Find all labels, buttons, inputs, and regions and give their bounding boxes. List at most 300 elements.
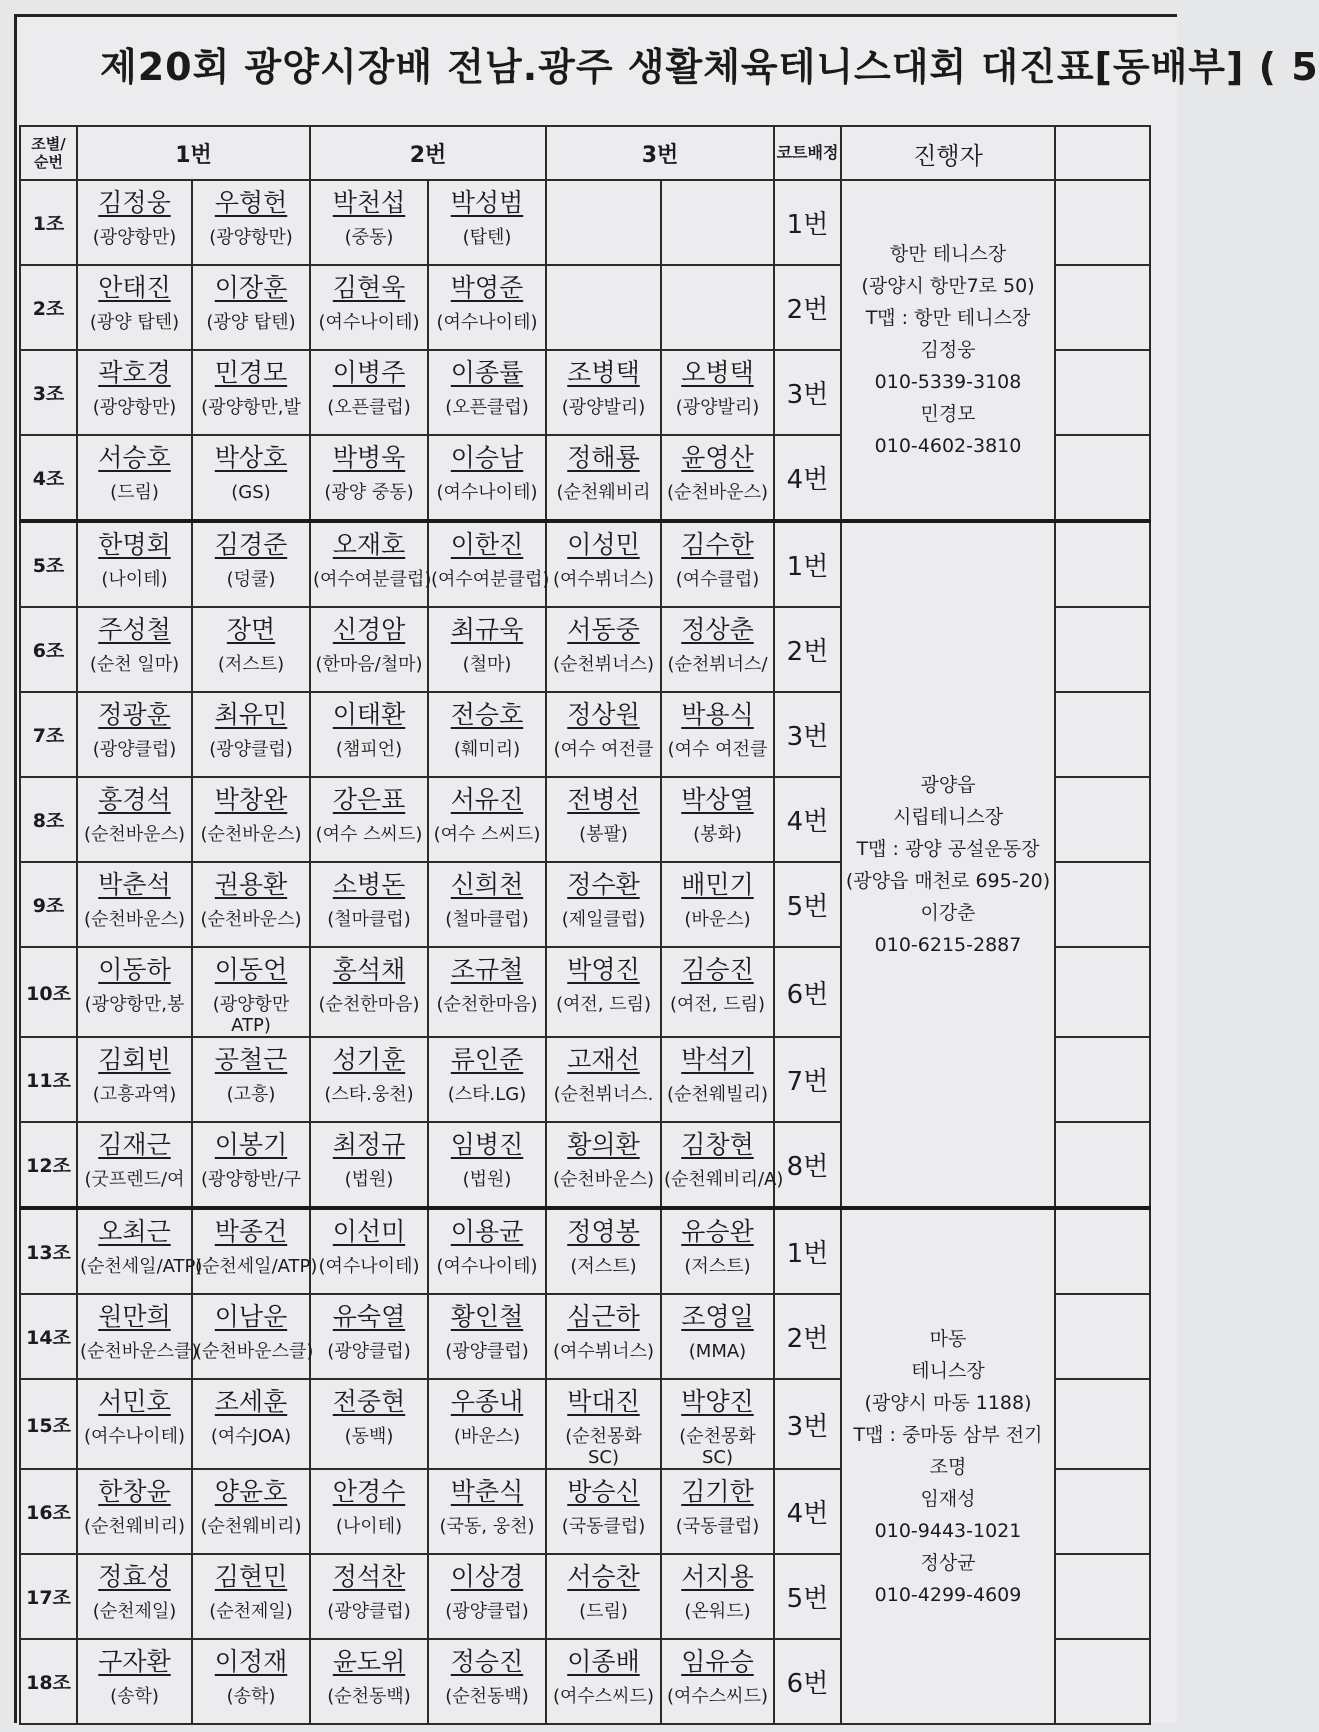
- player-club: (중동): [344, 227, 394, 248]
- player-name: 강은표: [332, 785, 406, 814]
- player-cell: [192, 1208, 318, 1294]
- player-name: 원만희: [98, 1302, 171, 1331]
- player-club: (순천한마음): [436, 994, 538, 1015]
- player-club: (여수스씨드): [667, 1686, 768, 1707]
- page-title: 제20회 광양시장배 전남.광주 생활체육테니스대회 대진표[동배부] ( 5: [100, 45, 1319, 89]
- player-cell: [192, 777, 310, 862]
- player-cell: [310, 607, 428, 692]
- player-club: (여수 스씨드): [433, 824, 541, 845]
- player-cell: [192, 1469, 310, 1554]
- player-club: (철마클럽): [445, 909, 529, 930]
- player-club: (광양항반/구: [200, 1169, 302, 1190]
- venue-line: (광양시 마동 1188): [864, 1391, 1032, 1414]
- player-cell: [192, 862, 310, 947]
- player-club: (순천웨빌리): [667, 1084, 768, 1105]
- player-name: 이종률: [450, 358, 524, 387]
- player-club: (고흥): [226, 1084, 276, 1105]
- player-club: (광양항만): [209, 227, 293, 248]
- player-club: (여수나이테): [436, 1256, 538, 1277]
- player-cell: [77, 1208, 203, 1294]
- right-edge-cell: [1055, 1554, 1150, 1639]
- player-name: 정수환: [567, 870, 640, 899]
- player-cell: [77, 1379, 192, 1469]
- venue-line: 민경모: [920, 403, 976, 425]
- bracket-body: [20, 180, 1150, 1724]
- player-cell: [192, 350, 310, 435]
- player-club: (오픈클럽): [327, 397, 411, 418]
- player-name: 김수한: [681, 530, 754, 559]
- player-club: (저스트): [217, 654, 285, 675]
- player-name: 성기훈: [332, 1045, 406, 1074]
- player-cell: [428, 1208, 546, 1294]
- player-cell: [661, 1379, 774, 1469]
- player-name: 박대진: [567, 1387, 640, 1416]
- venue-line: 마동: [929, 1327, 967, 1350]
- group-label: 7조: [20, 692, 77, 777]
- court-assignment: 2번: [774, 265, 841, 350]
- header-court: 코트배정: [774, 126, 841, 180]
- player-cell: [77, 1469, 192, 1554]
- player-club: (순천뷔너스.: [553, 1084, 654, 1105]
- player-cell: [661, 777, 774, 862]
- player-club: (MMA): [688, 1341, 747, 1362]
- player-name: 서유진: [450, 785, 524, 814]
- player-cell: [310, 265, 428, 350]
- group-label: 16조: [20, 1469, 77, 1554]
- header-row: [20, 126, 1150, 180]
- player-name: 이용균: [450, 1217, 524, 1246]
- player-cell: [661, 607, 774, 692]
- player-club: (드림): [579, 1601, 628, 1622]
- player-club: (광양항만 ATP): [212, 994, 290, 1036]
- group-row: [20, 521, 1150, 607]
- player-cell: [661, 947, 774, 1037]
- player-name: 소병돈: [332, 870, 406, 899]
- player-name: 조세훈: [214, 1387, 288, 1416]
- bracket-table: [19, 125, 1151, 1725]
- player-cell: [310, 1554, 428, 1639]
- player-cell: [546, 1294, 661, 1379]
- player-cell: [428, 607, 546, 692]
- player-club: (국동, 웅천): [439, 1516, 535, 1537]
- player-name: 박상호: [214, 443, 288, 472]
- player-name: 정석찬: [332, 1562, 406, 1591]
- player-name: 전승호: [450, 700, 524, 729]
- court-assignment: 6번: [774, 1639, 841, 1724]
- player-club: (여수 여전클: [553, 739, 654, 760]
- player-name: 정영봉: [567, 1217, 640, 1246]
- player-name: 류인준: [450, 1045, 524, 1074]
- player-club: (스타.LG): [447, 1084, 527, 1105]
- player-club: (드림): [110, 482, 159, 503]
- player-club: (순천동백): [327, 1686, 411, 1707]
- player-club: (순천뷔너스): [553, 654, 654, 675]
- player-cell: [546, 435, 661, 521]
- player-cell: [310, 1294, 428, 1379]
- player-name: 안태진: [98, 273, 171, 302]
- player-club: (광양항만): [92, 397, 177, 418]
- player-name: 유승완: [681, 1217, 754, 1246]
- player-club: (챔피언): [335, 739, 403, 760]
- player-club: (순천바운스): [84, 909, 185, 930]
- player-name: 정상원: [567, 700, 640, 729]
- player-name: 이동언: [214, 955, 288, 984]
- player-cell: [428, 180, 546, 265]
- player-club: (순천바운스): [553, 1169, 654, 1190]
- venue-line: (광양읍 매천로 695-20): [845, 869, 1051, 892]
- player-name: 서지용: [681, 1562, 754, 1591]
- player-cell: [428, 1469, 546, 1554]
- player-club: (봉팔): [579, 824, 628, 845]
- court-assignment: 1번: [774, 1208, 841, 1294]
- player-club: (순천바운스): [200, 824, 302, 845]
- player-club: (여수 여전클: [667, 739, 768, 760]
- player-cell: [661, 1554, 774, 1639]
- player-name: 정상춘: [681, 615, 754, 644]
- venue-line: 010-4602-3810: [874, 435, 1022, 457]
- player-club: (국동클럽): [561, 1516, 646, 1537]
- court-assignment: 5번: [774, 1554, 841, 1639]
- right-edge-cell: [1055, 180, 1150, 265]
- player-cell: [428, 1639, 546, 1724]
- court-assignment: 7번: [774, 1037, 841, 1122]
- player-club: (법원): [462, 1169, 512, 1190]
- player-name: 오병택: [681, 358, 754, 387]
- player-cell: [192, 1294, 314, 1379]
- player-name: 홍경석: [98, 785, 171, 814]
- player-club: (광양 탑텐): [206, 312, 296, 333]
- player-cell: [77, 435, 192, 521]
- venue-line: T맵 : 항만 테니스장: [865, 307, 1031, 329]
- player-name: 박성범: [450, 188, 524, 217]
- player-name: 정승진: [450, 1647, 524, 1676]
- player-club: (광양클럽): [445, 1601, 529, 1622]
- player-cell: [77, 350, 192, 435]
- player-cell: [77, 265, 192, 350]
- player-club: (나이테): [101, 569, 168, 590]
- player-cell: [546, 1469, 661, 1554]
- player-name: 고재선: [567, 1045, 640, 1074]
- player-name: 최정규: [332, 1130, 406, 1159]
- player-club: (순천웨비리/A): [664, 1169, 784, 1190]
- venue-line: 항만 테니스장: [889, 243, 1007, 265]
- player-club: (광양클럽): [92, 739, 177, 760]
- player-name: 김재근: [98, 1130, 171, 1159]
- player-cell: [546, 1122, 661, 1208]
- player-name: 김정웅: [98, 188, 171, 217]
- player-cell: [546, 180, 661, 265]
- right-edge-cell: [1055, 1037, 1150, 1122]
- venue-info: [841, 1208, 1055, 1724]
- player-cell: [192, 947, 310, 1037]
- player-name: 박석기: [681, 1045, 754, 1074]
- player-cell: [428, 521, 550, 607]
- player-cell: [428, 777, 546, 862]
- player-name: 박창완: [214, 785, 288, 814]
- player-name: 구자환: [98, 1647, 171, 1676]
- player-name: 유숙열: [332, 1302, 406, 1331]
- player-club: (여수뷔너스): [553, 569, 654, 590]
- player-cell: [661, 1639, 774, 1724]
- court-assignment: 2번: [774, 1294, 841, 1379]
- player-cell: [192, 692, 310, 777]
- player-club: (동백): [344, 1426, 394, 1447]
- right-edge-cell: [1055, 1294, 1150, 1379]
- venue-line: T맵 : 광양 공설운동장: [856, 837, 1040, 860]
- group-row: [20, 180, 1150, 265]
- player-cell: [661, 1294, 774, 1379]
- player-club: (여수나이테): [436, 312, 538, 333]
- player-cell: [310, 777, 428, 862]
- group-label: 14조: [20, 1294, 77, 1379]
- player-name: 이성민: [567, 530, 640, 559]
- player-club: (여수나이테): [318, 1256, 420, 1277]
- player-name: 한명회: [98, 530, 171, 559]
- player-cell: [546, 1554, 661, 1639]
- group-label: 11조: [20, 1037, 77, 1122]
- player-cell: [192, 1122, 310, 1208]
- player-name: 방승신: [567, 1477, 640, 1506]
- player-cell: [661, 862, 774, 947]
- player-name: 권용환: [214, 870, 288, 899]
- player-club: (한마음/철마): [315, 654, 423, 675]
- group-label: 18조: [20, 1639, 77, 1724]
- player-club: (여수뷔너스): [553, 1341, 654, 1362]
- player-name: 김승진: [681, 955, 754, 984]
- player-name: 임유승: [681, 1647, 754, 1676]
- player-cell: [661, 1208, 774, 1294]
- player-name: 김현민: [214, 1562, 288, 1591]
- player-club: (굿프렌드/여: [84, 1169, 185, 1190]
- court-assignment: 6번: [774, 947, 841, 1037]
- player-cell: [546, 350, 661, 435]
- player-cell: [546, 692, 661, 777]
- group-label: 10조: [20, 947, 77, 1037]
- player-club: (여수JOA): [210, 1426, 292, 1447]
- player-club: (순천웨비리): [200, 1516, 302, 1537]
- player-cell: [310, 180, 428, 265]
- player-name: 황인철: [450, 1302, 524, 1331]
- player-club: (순천웨비리): [84, 1516, 185, 1537]
- venue-line: 임재성: [920, 1487, 976, 1510]
- player-cell: [546, 1208, 661, 1294]
- player-name: 우형헌: [214, 188, 288, 217]
- player-club: (순천뷔너스/: [667, 654, 768, 675]
- player-cell: [310, 1469, 428, 1554]
- venue-line: 조명: [929, 1455, 967, 1478]
- player-name: 이승남: [450, 443, 524, 472]
- player-name: 박상열: [681, 785, 754, 814]
- player-name: 이정재: [214, 1647, 288, 1676]
- player-club: (광양클럽): [445, 1341, 529, 1362]
- player-name: 서민호: [98, 1387, 171, 1416]
- player-name: 박천섭: [332, 188, 406, 217]
- player-name: 심근하: [567, 1302, 640, 1331]
- player-name: 서동중: [567, 615, 640, 644]
- player-name: 전중현: [332, 1387, 406, 1416]
- player-name: 이태환: [332, 700, 406, 729]
- venue-line: 김정웅: [920, 339, 976, 361]
- player-cell: [661, 180, 774, 265]
- player-club: (GS): [231, 482, 271, 503]
- right-edge-cell: [1055, 862, 1150, 947]
- player-cell: [661, 1469, 774, 1554]
- court-assignment: 2번: [774, 607, 841, 692]
- right-edge-cell: [1055, 777, 1150, 862]
- player-name: 김현욱: [332, 273, 406, 302]
- player-club: (순천바운스): [667, 482, 768, 503]
- right-edge-cell: [1055, 350, 1150, 435]
- player-cell: [428, 1554, 546, 1639]
- player-name: 김경준: [214, 530, 288, 559]
- header-host: 진행자: [841, 126, 1055, 180]
- player-cell: [192, 607, 310, 692]
- player-name: 임병진: [450, 1130, 524, 1159]
- player-name: 박용식: [681, 700, 754, 729]
- player-cell: [192, 265, 310, 350]
- player-cell: [661, 692, 774, 777]
- player-cell: [77, 862, 192, 947]
- player-cell: [310, 350, 428, 435]
- player-club: (순천바운스클): [195, 1341, 314, 1362]
- player-club: (법원): [344, 1169, 394, 1190]
- player-cell: [428, 692, 546, 777]
- player-cell: [546, 1379, 661, 1469]
- player-name: 곽호경: [98, 358, 171, 387]
- player-club: (광양 탑텐): [89, 312, 180, 333]
- player-club: (광양항만): [92, 227, 177, 248]
- player-name: 신희천: [450, 870, 524, 899]
- player-cell: [310, 1037, 428, 1122]
- player-club: (순천바운스): [200, 909, 302, 930]
- player-name: 박영진: [567, 955, 640, 984]
- player-name: 서승호: [98, 443, 171, 472]
- player-cell: [192, 180, 310, 265]
- header-group: 조별/ 순번: [20, 126, 77, 180]
- player-cell: [310, 1122, 428, 1208]
- player-cell: [77, 947, 192, 1037]
- player-cell: [192, 1037, 310, 1122]
- player-cell: [661, 435, 774, 521]
- group-label: 12조: [20, 1122, 77, 1208]
- player-club: (광양항만,발: [201, 397, 301, 418]
- player-name: 우종내: [450, 1387, 524, 1416]
- player-name: 박병욱: [332, 443, 406, 472]
- player-club: (철마클럽): [327, 909, 411, 930]
- venue-line: 시립테니스장: [892, 805, 1004, 828]
- right-edge-cell: [1055, 1639, 1150, 1724]
- venue-line: 정상균: [920, 1551, 976, 1574]
- player-cell: [428, 435, 546, 521]
- header-edge: [1055, 126, 1150, 180]
- player-cell: [310, 521, 432, 607]
- player-club: (바운스): [684, 909, 751, 930]
- player-name: 이동하: [98, 955, 171, 984]
- player-cell: [77, 607, 192, 692]
- player-name: 안경수: [332, 1477, 406, 1506]
- group-label: 5조: [20, 521, 77, 607]
- player-cell: [310, 862, 428, 947]
- player-cell: [546, 1037, 661, 1122]
- player-name: 신경암: [332, 615, 406, 644]
- player-club: (여수여분클럽): [431, 569, 550, 590]
- right-edge-cell: [1055, 1379, 1150, 1469]
- group-label: 1조: [20, 180, 77, 265]
- player-cell: [661, 1037, 774, 1122]
- player-name: 최규욱: [450, 615, 524, 644]
- player-name: 김창현: [681, 1130, 754, 1159]
- header-slot1: 1번: [77, 126, 310, 180]
- player-cell: [661, 265, 774, 350]
- group-label: 13조: [20, 1208, 77, 1294]
- player-cell: [546, 777, 661, 862]
- venue-info: [841, 521, 1055, 1208]
- right-edge-cell: [1055, 1208, 1150, 1294]
- venue-line: 010-5339-3108: [874, 371, 1022, 393]
- player-cell: [77, 1639, 192, 1724]
- court-assignment: 1번: [774, 180, 841, 265]
- player-cell: [661, 521, 774, 607]
- player-name: 오재호: [332, 530, 406, 559]
- player-club: (순천한마음): [318, 994, 420, 1015]
- player-cell: [77, 1554, 192, 1639]
- right-edge-cell: [1055, 607, 1150, 692]
- player-name: 이병주: [332, 358, 406, 387]
- player-club: (여수나이테): [84, 1426, 185, 1447]
- player-cell: [192, 435, 310, 521]
- player-club: (순천바운스): [84, 824, 185, 845]
- player-name: 박영준: [450, 273, 524, 302]
- player-cell: [546, 947, 661, 1037]
- player-cell: [428, 947, 546, 1037]
- player-club: (저스트): [570, 1256, 637, 1277]
- player-club: (순천세일/ATP): [80, 1256, 203, 1277]
- player-cell: [310, 1639, 428, 1724]
- player-name: 이종배: [567, 1647, 640, 1676]
- player-name: 민경모: [214, 358, 288, 387]
- player-name: 주성철: [98, 615, 171, 644]
- player-cell: [77, 777, 192, 862]
- player-club: (여수클럽): [675, 569, 760, 590]
- venue-line: 010-6215-2887: [874, 933, 1022, 956]
- player-club: (제일클럽): [561, 909, 646, 930]
- player-cell: [546, 607, 661, 692]
- player-cell: [77, 1037, 192, 1122]
- player-club: (스타.웅천): [324, 1084, 414, 1105]
- player-club: (여수스씨드): [553, 1686, 654, 1707]
- player-name: 전병선: [567, 785, 640, 814]
- venue-line: 010-9443-1021: [874, 1519, 1022, 1542]
- player-name: 홍석채: [332, 955, 406, 984]
- group-label: 17조: [20, 1554, 77, 1639]
- player-club: (순천웨비리: [556, 482, 651, 503]
- player-cell: [546, 862, 661, 947]
- player-club: (순천몽화 SC): [565, 1426, 642, 1468]
- player-name: 조병택: [567, 358, 640, 387]
- player-club: (오픈클럽): [445, 397, 529, 418]
- player-cell: [310, 1379, 428, 1469]
- player-cell: [428, 350, 546, 435]
- venue-line: 이강춘: [920, 901, 976, 924]
- court-assignment: 4번: [774, 1469, 841, 1554]
- player-cell: [192, 1554, 310, 1639]
- group-label: 9조: [20, 862, 77, 947]
- player-cell: [77, 180, 192, 265]
- player-name: 이남운: [214, 1302, 288, 1331]
- player-cell: [77, 1122, 192, 1208]
- player-cell: [428, 1294, 546, 1379]
- group-label: 6조: [20, 607, 77, 692]
